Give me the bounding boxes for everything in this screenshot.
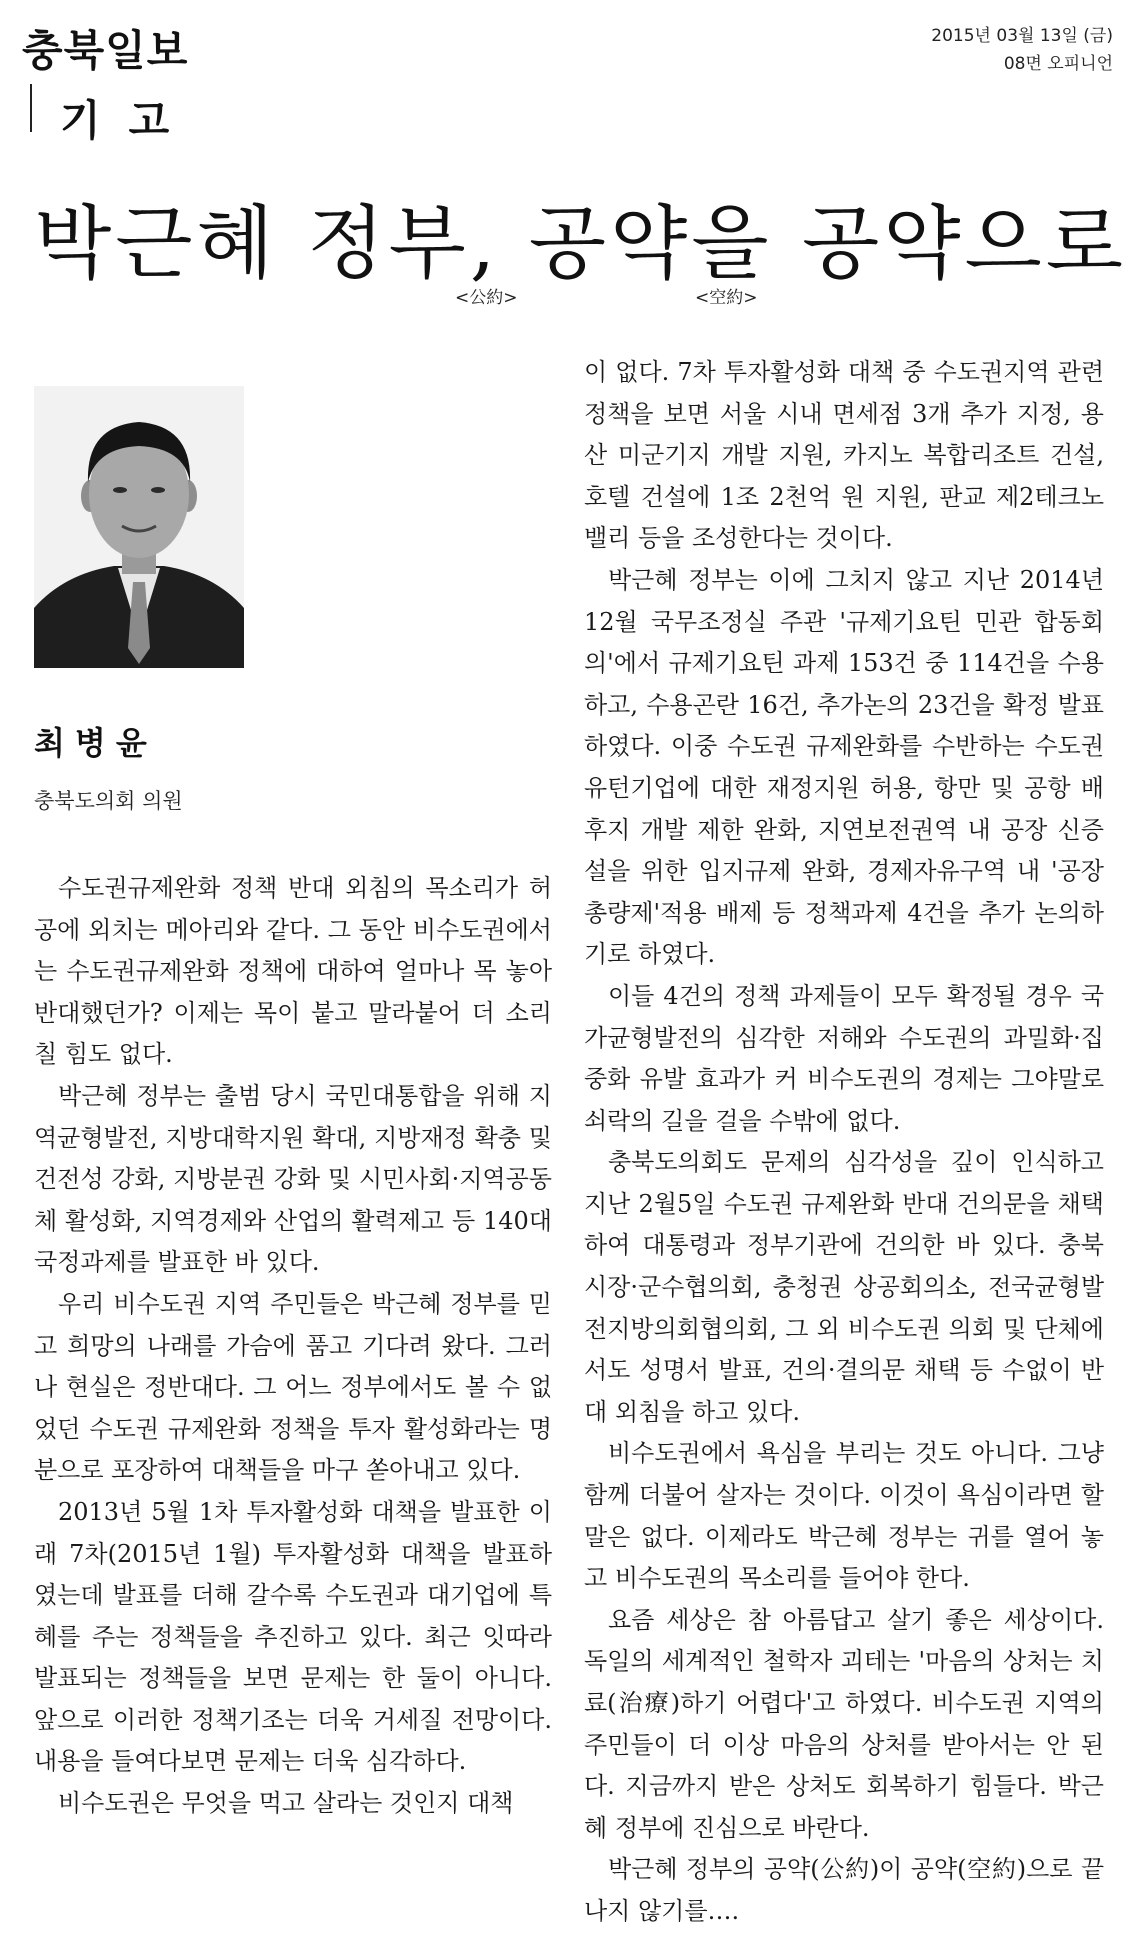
paragraph: 수도권규제완화 정책 반대 외침의 목소리가 허공에 외치는 메아리와 같다. 그 동안 비수도권에서는 수도권규제완화 정책에 대하여 얼마나 목 놓아 반대했던가? 이제는 목이 붙고 말라붙어 더 소리칠 힘도 없다. xyxy=(34,874,552,1069)
newspaper-masthead: 충북일보 xyxy=(22,26,189,75)
author-name: 최병윤 xyxy=(34,724,157,762)
paragraph: 우리 비수도권 지역 주민들은 박근혜 정부를 믿고 희망의 나래를 가슴에 품고 기다려 왔다. 그러나 현실은 정반대다. 그 어느 정부에서도 볼 수 없었던 수도권 규제완화 정책을 투자 활성화라는 명분으로 포장하여 대책들을 마구 쏟아내고 있다. xyxy=(34,1289,552,1485)
issue-date: 2015년 03월 13일 (금) xyxy=(931,26,1113,46)
section-rule xyxy=(30,84,32,132)
paragraph: 비수도권에서 욕심을 부리는 것도 아니다. 그냥 함께 더불어 살자는 것이다. 이것이 욕심이라면 할 말은 없다. 이제라도 박근혜 정부는 귀를 열어 놓고 비수도권의 목소리를 들어야 한다. xyxy=(584,1439,1104,1593)
author-title: 충북도의회 의원 xyxy=(34,789,183,813)
paragraph: 박근혜 정부의 공약(公約)이 공약(空約)으로 끝나지 않기를…. xyxy=(584,1855,1104,1925)
author-photo xyxy=(34,386,244,668)
paragraph: 이 없다. 7차 투자활성화 대책 중 수도권지역 관련 정책을 보면 서울 시내 면세점 3개 추가 지정, 용산 미군기지 개발 지원, 카지노 복합리조트 건설, 호텔 건설에 1조 2천억 원 지원, 판교 제2테크노밸리 등을 조성한다는 것이다. xyxy=(584,358,1104,553)
portrait-image xyxy=(34,386,244,668)
paragraph: 비수도권은 무엇을 먹고 살라는 것인지 대책 xyxy=(58,1789,514,1818)
paragraph: 2013년 5월 1차 투자활성화 대책을 발표한 이래 7차(2015년 1월) 투자활성화 대책을 발표하였는데 발표를 더해 갈수록 수도권과 대기업에 특혜를 주는 정책들을 추진하고 있다. 최근 잇따라 발표되는 정책들을 보면 문제는 한 둘이 아니다. 앞으로 이러한 정책기조는 더욱 거세질 전망이다. 내용을 들여다보면 문제는 더욱 심각하다. xyxy=(34,1497,552,1776)
page-section: 08면 오피니언 xyxy=(1003,54,1113,74)
paragraph: 박근혜 정부는 출범 당시 국민대통합을 위해 지역균형발전, 지방대학지원 확대, 지방재정 확충 및 건전성 강화, 지방분권 강화 및 시민사회·지역공동체 활성화, 지역경제와 산업의 활력제고 등 140대 국정과제를 발표한 바 있다. xyxy=(34,1081,552,1277)
paragraph: 박근혜 정부는 이에 그치지 않고 지난 2014년 12월 국무조정실 주관 '규제기요틴 민관 합동회의'에서 규제기요틴 과제 153건 중 114건을 수용하고, 수용곤란 16건, 추가논의 23건을 확정 발표하였다. 이중 수도권 규제완화를 수반하는 수도권 유턴기업에 대한 재정지원 허용, 항만 및 공항 배후지 개발 제한 완화, 지연보전권역 내 공장 신증설을 위한 입지규제 완화, 경제자유구역 내 '공장총량제'적용 배제 등 정책과제 4건을 추가 논의하기로 하였다. xyxy=(584,565,1104,969)
section-label: 기고 xyxy=(60,96,198,145)
article-column-right xyxy=(584,352,1104,1933)
issue-info xyxy=(931,22,1113,78)
article-column-left xyxy=(34,868,552,1825)
article-headline: 박근혜 정부, 공약을 공약으로 xyxy=(34,197,1128,290)
paragraph: 요즘 세상은 참 아름답고 살기 좋은 세상이다. 독일의 세계적인 철학자 괴테는 '마음의 상처는 치료(治療)하기 어렵다'고 하였다. 비수도권 지역의 주민들이 더 이상 마음의 상처를 받아서는 안 된다. 지금까지 받은 상처도 회복하기 힘들다. 박근혜 정부에 진심으로 바란다. xyxy=(584,1605,1104,1842)
paragraph: 이들 4건의 정책 과제들이 모두 확정될 경우 국가균형발전의 심각한 저해와 수도권의 과밀화·집중화 유발 효과가 커 비수도권의 경제는 그야말로 쇠락의 길을 걸을 수밖에 없다. xyxy=(584,981,1104,1135)
headline-ruby-first: <公約> xyxy=(455,288,518,308)
paragraph: 충북도의회도 문제의 심각성을 깊이 인식하고 지난 2월5일 수도권 규제완화 반대 건의문을 채택하여 대통령과 정부기관에 건의한 바 있다. 충북 시장·군수협의회, 충청권 상공회의소, 전국균형발전지방의회협의회, 그 외 비수도권 의회 및 단체에서도 성명서 발표, 건의·결의문 채택 등 수없이 반대 외침을 하고 있다. xyxy=(584,1148,1104,1426)
headline-ruby-second: <空約> xyxy=(695,288,758,308)
